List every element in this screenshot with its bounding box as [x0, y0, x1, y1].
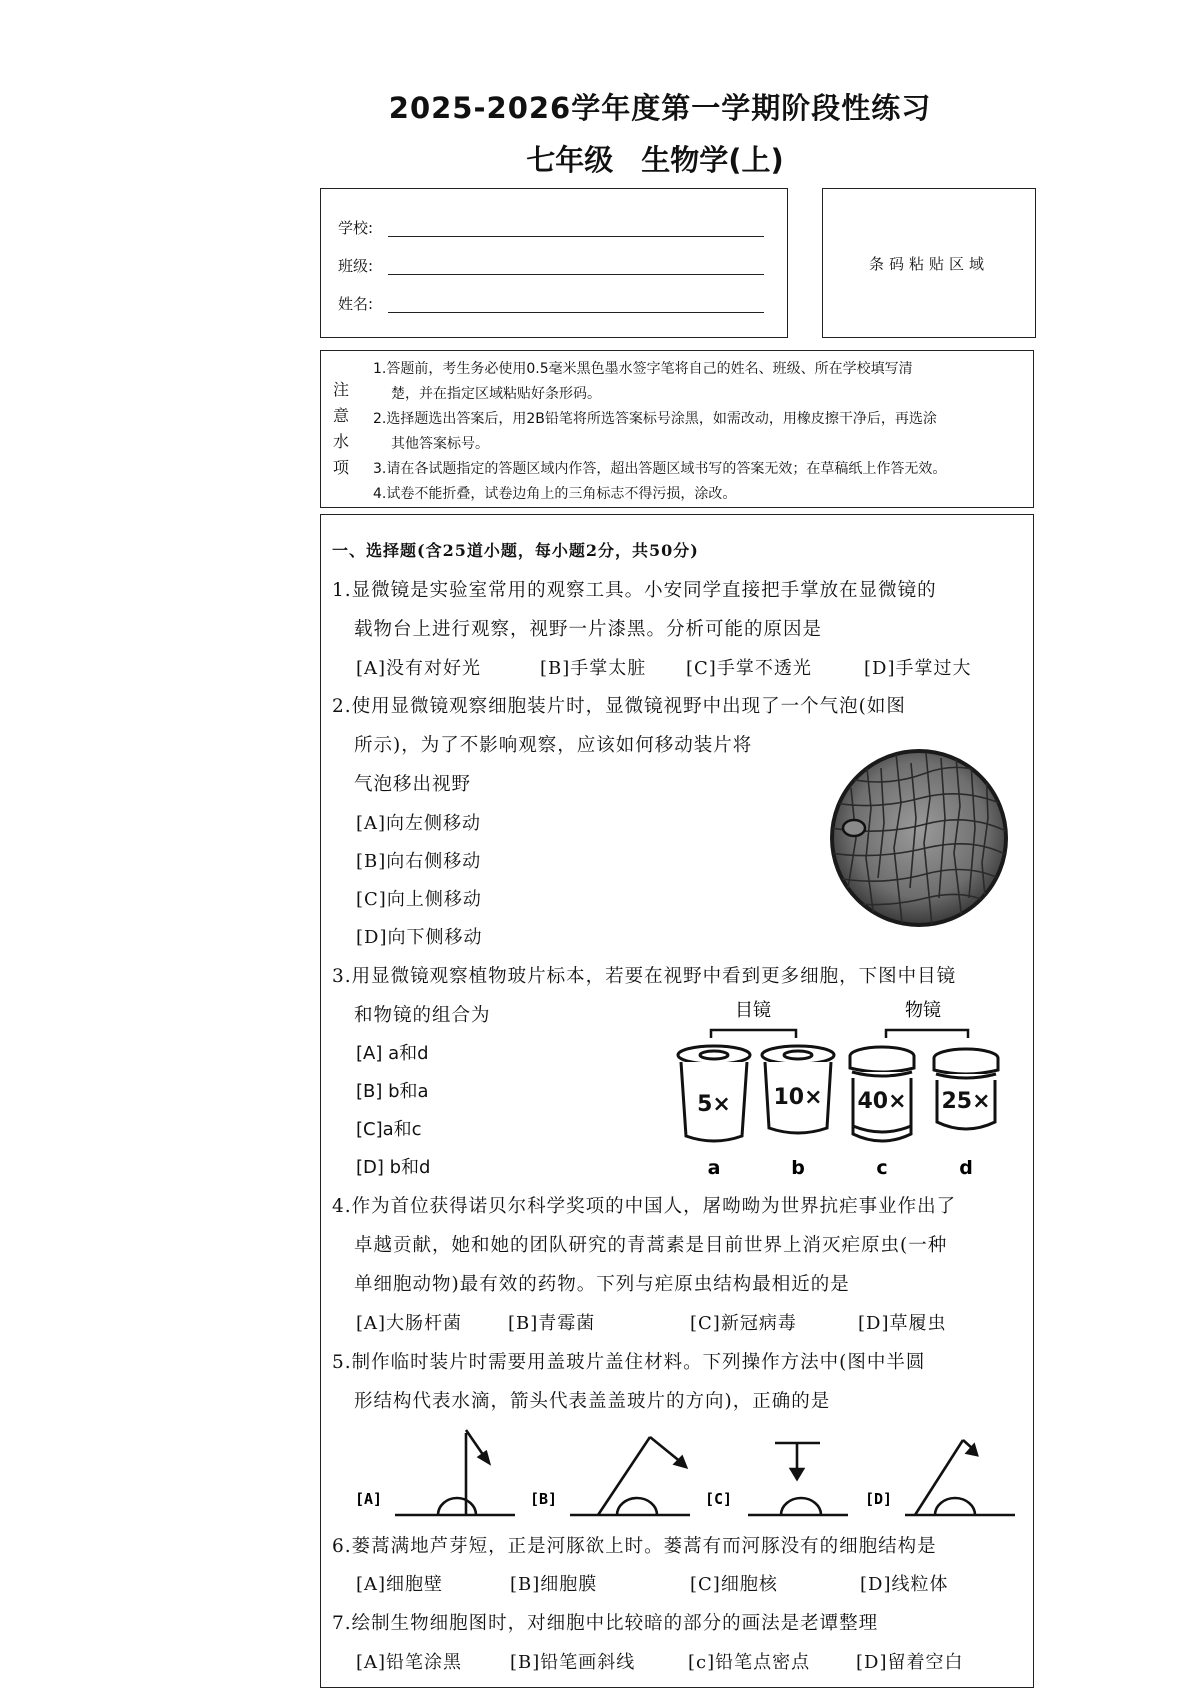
notice-item-2-cont: 其他答案标号。: [391, 436, 489, 452]
q3-option-c[interactable]: [C]a和c: [356, 1119, 422, 1140]
q7-option-d[interactable]: [D]留着空白: [856, 1652, 964, 1673]
objective-bracket: [886, 1030, 968, 1038]
q6-option-a[interactable]: [A]细胞壁: [356, 1574, 444, 1595]
q1-option-c[interactable]: [C]手掌不透光: [686, 658, 812, 679]
lens-b: [762, 1046, 834, 1133]
lens-c-tag: c: [876, 1157, 888, 1179]
lens-a-tag: a: [707, 1157, 721, 1179]
q2-option-c[interactable]: [C]向上侧移动: [356, 889, 482, 910]
class-label: 班级:: [338, 257, 374, 275]
student-info-box: [320, 188, 788, 338]
coverslip-option-d[interactable]: [905, 1440, 1015, 1515]
lens-diagram: [676, 996, 1016, 1182]
q7-option-a[interactable]: [A]铅笔涂黑: [356, 1652, 463, 1673]
q4-option-c[interactable]: [C]新冠病毒: [690, 1313, 797, 1334]
notice-box: [320, 350, 1034, 508]
q4-option-a[interactable]: [A]大肠杆菌: [356, 1313, 463, 1334]
q3-stem: 3.用显微镜观察植物玻片标本，若要在视野中看到更多细胞，下图中目镜: [332, 966, 957, 987]
lens-c: [850, 1047, 914, 1141]
q6-option-b[interactable]: [B]细胞膜: [510, 1574, 598, 1595]
q1-option-a[interactable]: [A]没有对好光: [356, 658, 482, 679]
q3-stem-cont: 和物镜的组合为: [354, 1005, 491, 1026]
grade-label: 七年级: [526, 143, 614, 177]
q6-stem: 6.蒌蒿满地芦芽短，正是河豚欲上时。蒌蒿有而河豚没有的细胞结构是: [332, 1536, 937, 1557]
coverslip-label-d: [D]: [865, 1490, 893, 1508]
notice-label-char: 水: [332, 432, 349, 451]
q1-option-b[interactable]: [B]手掌太脏: [540, 658, 647, 679]
q2-stem: 2.使用显微镜观察细胞装片时，显微镜视野中出现了一个气泡(如图: [332, 696, 906, 717]
q4-stem: 4.作为首位获得诺贝尔科学奖项的中国人，屠呦呦为世界抗疟事业作出了: [332, 1196, 957, 1217]
barcode-area: 条码粘贴区域: [822, 188, 1036, 338]
microscope-field-image: [826, 748, 1012, 928]
lens-a-label: 5×: [697, 1092, 731, 1117]
objective-label: 物镜: [905, 1000, 941, 1021]
q3-option-a[interactable]: [A] a和d: [356, 1043, 429, 1064]
lens-d: [934, 1049, 998, 1129]
q7-option-c[interactable]: [c]铅笔点密点: [688, 1652, 811, 1673]
coverslip-diagram: [355, 1425, 1020, 1525]
q3-option-b[interactable]: [B] b和a: [356, 1081, 429, 1102]
coverslip-option-c[interactable]: [748, 1443, 848, 1515]
notice-item-4: 4.试卷不能折叠，试卷边角上的三角标志不得污损，涂改。: [373, 486, 737, 502]
school-field[interactable]: [388, 236, 764, 237]
q5-stem-cont: 形结构代表水滴，箭头代表盖盖玻片的方向)，正确的是: [354, 1391, 831, 1412]
coverslip-label-a: [A]: [355, 1490, 383, 1508]
eyepiece-label: 目镜: [735, 1000, 771, 1021]
q4-option-d[interactable]: [D]草履虫: [858, 1313, 947, 1334]
lens-b-label: 10×: [773, 1085, 823, 1110]
notice-label: [331, 377, 351, 481]
q4-stem-cont: 卓越贡献，她和她的团队研究的青蒿素是目前世界上消灭疟原虫(一种: [354, 1235, 948, 1256]
notice-item-1-cont: 楚，并在指定区域粘贴好条形码。: [391, 386, 601, 402]
q2-option-b[interactable]: [B]向右侧移动: [356, 851, 482, 872]
notice-items: [373, 357, 1045, 507]
exam-subtitle: [0, 138, 1200, 179]
coverslip-option-b[interactable]: [570, 1437, 690, 1515]
section-heading: 一、选择题(含25道小题，每小题2分，共50分): [332, 541, 699, 560]
q5-stem: 5.制作临时装片时需要用盖玻片盖住材料。下列操作方法中(图中半圆: [332, 1352, 926, 1373]
class-field[interactable]: [388, 274, 764, 275]
school-label: 学校:: [338, 219, 374, 237]
coverslip-label-b: [B]: [530, 1490, 558, 1508]
notice-item-3: 3.请在各试题指定的答题区域内作答，超出答题区域书写的答案无效；在草稿纸上作答无效。: [373, 461, 947, 477]
lens-d-tag: d: [959, 1157, 973, 1179]
class-row: [338, 255, 373, 276]
q6-option-d[interactable]: [D]线粒体: [860, 1574, 949, 1595]
lens-b-tag: b: [791, 1157, 805, 1179]
q2-option-a[interactable]: [A]向左侧移动: [356, 813, 482, 834]
q1-stem-cont: 载物台上进行观察，视野一片漆黑。分析可能的原因是: [354, 619, 823, 640]
q1-option-d[interactable]: [D]手掌过大: [864, 658, 972, 679]
name-label: 姓名:: [338, 295, 374, 313]
eyepiece-bracket: [711, 1030, 796, 1038]
name-field[interactable]: [388, 312, 764, 313]
school-row: [338, 217, 373, 238]
subject-label: 生物学(上): [641, 143, 784, 177]
notice-item-1: 1.答题前，考生务必使用0.5毫米黑色墨水签字笔将自己的姓名、班级、所在学校填写清: [373, 361, 913, 377]
notice-item-2: 2.选择题选出答案后，用2B铅笔将所选答案标号涂黑，如需改动，用橡皮擦干净后，再选涂: [373, 411, 937, 427]
q3-option-d[interactable]: [D] b和d: [356, 1157, 431, 1178]
q1-stem: 1.显微镜是实验室常用的观察工具。小安同学直接把手掌放在显微镜的: [332, 580, 937, 601]
coverslip-option-a[interactable]: [395, 1430, 515, 1515]
q7-option-b[interactable]: [B]铅笔画斜线: [510, 1652, 636, 1673]
lens-d-label: 25×: [941, 1089, 991, 1114]
exam-title: 2025-2026学年度第一学期阶段性练习: [388, 91, 932, 125]
q4-option-b[interactable]: [B]青霉菌: [508, 1313, 596, 1334]
q6-option-c[interactable]: [C]细胞核: [690, 1574, 778, 1595]
coverslip-label-c: [C]: [705, 1490, 733, 1508]
name-row: [338, 293, 373, 314]
q2-option-d[interactable]: [D]向下侧移动: [356, 927, 483, 948]
lens-a: [678, 1046, 750, 1141]
lens-c-label: 40×: [857, 1089, 907, 1114]
air-bubble: [843, 820, 865, 836]
notice-label-char: 项: [332, 458, 349, 477]
q2-stem-cont2: 气泡移出视野: [354, 774, 472, 795]
q2-stem-cont: 所示)，为了不影响观察，应该如何移动装片将: [354, 735, 753, 756]
q7-stem: 7.绘制生物细胞图时，对细胞中比较暗的部分的画法是老谭整理: [332, 1613, 879, 1634]
notice-label-char: 注: [332, 380, 349, 399]
q4-stem-cont2: 单细胞动物)最有效的药物。下列与疟原虫结构最相近的是: [354, 1274, 850, 1295]
notice-label-char: 意: [332, 406, 349, 425]
